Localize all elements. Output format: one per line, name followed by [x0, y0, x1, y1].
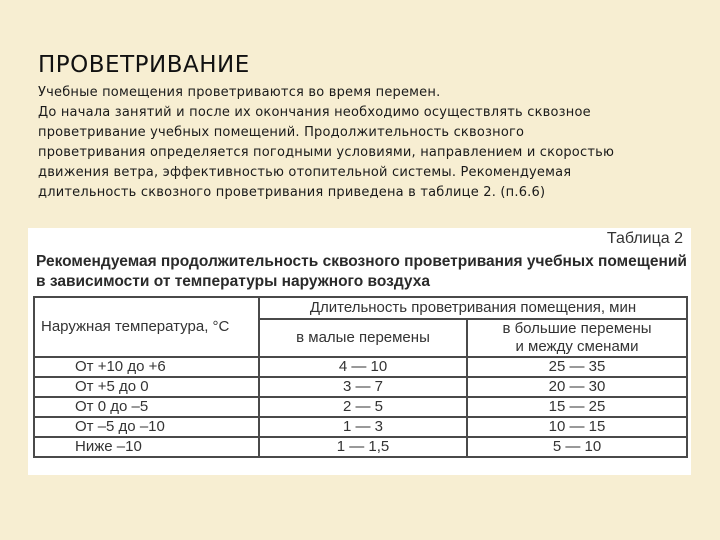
col-header-large-breaks	[467, 319, 687, 357]
cell-large-breaks: 25 — 35	[467, 357, 687, 377]
cell-small-breaks: 1 — 3	[259, 417, 467, 437]
paragraph-line: Учебные помещения проветриваются во время перемен.	[38, 85, 441, 100]
cell-large-breaks: 15 — 25	[467, 397, 687, 417]
table-row	[34, 437, 687, 457]
slide-title: ПРОВЕТРИВАНИЕ	[38, 52, 250, 78]
table-heading-line: в зависимости от температуры наружного воздуха	[36, 273, 430, 290]
cell-large-breaks: 5 — 10	[467, 437, 687, 457]
paragraph-line: До начала занятий и после их окончания необходимо осуществлять сквозное	[38, 105, 591, 120]
row-header-temperature: Наружная температура, °С	[34, 297, 259, 357]
col-header-line: и между сменами	[515, 338, 639, 355]
paragraph-line: движения ветра, эффективностью отопительной системы. Рекомендуемая	[38, 165, 572, 180]
table-heading-line: Рекомендуемая продолжительность сквозного проветривания учебных помещений	[36, 253, 687, 270]
cell-temperature: От +10 до +6	[34, 357, 259, 377]
cell-small-breaks: 2 — 5	[259, 397, 467, 417]
col-header-small-breaks: в малые перемены	[259, 319, 467, 357]
table-row	[34, 397, 687, 417]
col-header-line: в большие перемены	[502, 320, 652, 337]
paragraph-line: длительность сквозного проветривания приведена в таблице 2. (п.6.6)	[38, 185, 546, 200]
cell-small-breaks: 3 — 7	[259, 377, 467, 397]
cell-large-breaks: 10 — 15	[467, 417, 687, 437]
cell-temperature: От 0 до –5	[34, 397, 259, 417]
ventilation-table	[33, 296, 688, 458]
cell-temperature: От –5 до –10	[34, 417, 259, 437]
table-heading	[36, 252, 686, 292]
paragraph-line: проветривание учебных помещений. Продолжительность сквозного	[38, 125, 525, 140]
table-row	[34, 357, 687, 377]
group-header-duration: Длительность проветривания помещения, мин	[259, 297, 687, 319]
paragraph-line: проветривания определяется погодными условиями, направлением и скоростью	[38, 145, 615, 160]
table-row	[34, 377, 687, 397]
cell-temperature: От +5 до 0	[34, 377, 259, 397]
cell-temperature: Ниже –10	[34, 437, 259, 457]
cell-large-breaks: 20 — 30	[467, 377, 687, 397]
table-caption: Таблица 2	[606, 230, 683, 247]
cell-small-breaks: 1 — 1,5	[259, 437, 467, 457]
cell-small-breaks: 4 — 10	[259, 357, 467, 377]
table-image-panel	[28, 228, 691, 475]
intro-paragraph	[38, 83, 698, 203]
table-row	[34, 417, 687, 437]
